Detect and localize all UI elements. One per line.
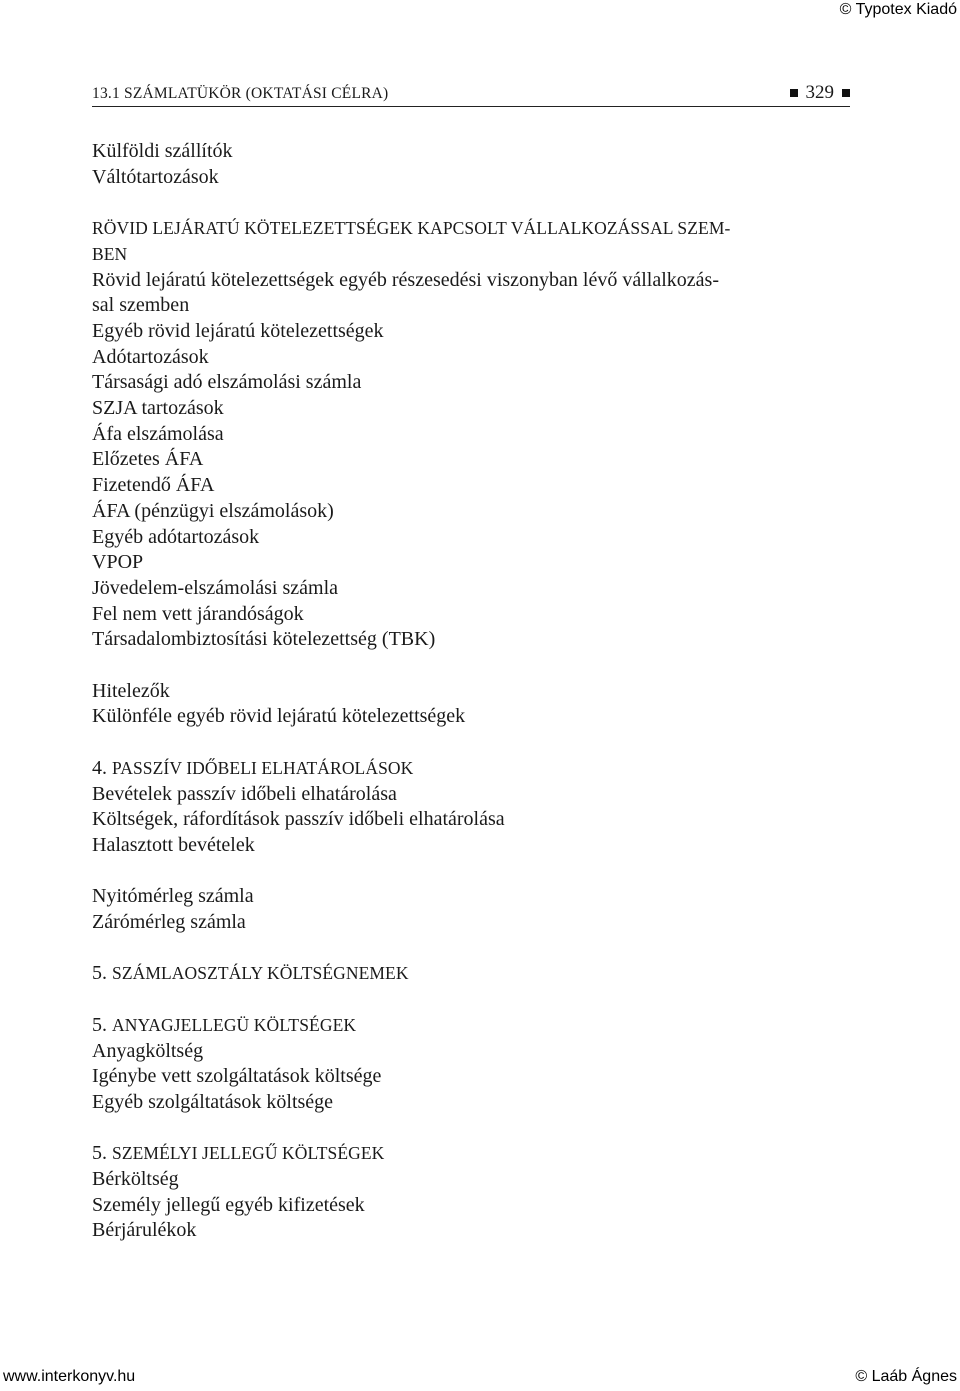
section-heading: RÖVID LEJÁRATÚ KÖTELEZETTSÉGEK KAPCSOLT VÁLLALKOZÁSSAL SZEM-	[92, 218, 731, 239]
account-line: Egyéb rövid lejáratú kötelezettségek	[92, 319, 384, 342]
account-line: Személy jellegű egyéb kifizetések	[92, 1193, 365, 1216]
section-heading	[92, 1141, 852, 1167]
copyright-watermark-top: © Typotex Kiadó	[839, 1, 957, 18]
account-line: VPOP	[92, 551, 144, 574]
account-line: Nyitómérleg számla	[92, 885, 254, 908]
section-heading-text: ANYAGJELLEGÜ KÖLTSÉGEK	[112, 1014, 357, 1035]
section-number: 5.	[92, 1013, 107, 1036]
page-header	[92, 80, 850, 107]
section-heading	[92, 961, 852, 987]
account-line: Rövid lejáratú kötelezettségek egyéb részesedési viszonyban lévő vállalkozás-	[92, 268, 719, 291]
page-number-group	[790, 82, 851, 104]
page-body	[92, 139, 852, 1244]
account-line: Fizetendő ÁFA	[92, 474, 215, 497]
account-line: ÁFA (pénzügyi elszámolások)	[92, 499, 334, 522]
account-line: Társadalombiztosítási kötelezettség (TBK)	[92, 628, 436, 651]
account-line: Társasági adó elszámolási számla	[92, 371, 362, 394]
account-line: Bérköltség	[92, 1168, 179, 1191]
account-line: Fel nem vett járandóságok	[92, 602, 304, 625]
account-line: sal szemben	[92, 294, 190, 317]
account-line: Bérjárulékok	[92, 1219, 197, 1242]
section-heading-text: SZEMÉLYI JELLEGŰ KÖLTSÉGEK	[112, 1143, 385, 1164]
page-number: 329	[805, 82, 834, 103]
account-line: Egyéb szolgáltatások költsége	[92, 1090, 334, 1113]
account-line: Egyéb adótartozások	[92, 525, 260, 548]
author-watermark-bottom-right: © Laáb Ágnes	[855, 1368, 957, 1385]
section-heading-text: PASSZÍV IDŐBELI ELHATÁROLÁSOK	[112, 757, 414, 778]
section-number: 5.	[92, 962, 107, 985]
section-heading	[92, 756, 852, 782]
section-heading-continuation: BEN	[92, 243, 128, 264]
site-watermark-bottom-left: www.interkonyv.hu	[3, 1368, 136, 1385]
running-title: 13.1 SZÁMLATÜKÖR (OKTATÁSI CÉLRA)	[92, 85, 389, 102]
account-line: Anyagköltség	[92, 1039, 204, 1062]
account-line: Váltótartozások	[92, 165, 219, 188]
section-number: 4.	[92, 756, 107, 779]
account-line: Igénybe vett szolgáltatások költsége	[92, 1065, 382, 1088]
account-line: Különféle egyéb rövid lejáratú kötelezettségek	[92, 705, 466, 728]
account-line: Adótartozások	[92, 345, 209, 368]
square-bullet-icon	[842, 89, 850, 97]
account-line: Jövedelem-elszámolási számla	[92, 576, 339, 599]
section-heading	[92, 1013, 852, 1039]
account-line: Zárómérleg számla	[92, 911, 246, 934]
account-line: Előzetes ÁFA	[92, 448, 204, 471]
account-line: SZJA tartozások	[92, 397, 224, 420]
account-line: Halasztott bevételek	[92, 833, 255, 856]
account-line: Külföldi szállítók	[92, 140, 233, 162]
account-line: Bevételek passzív időbeli elhatárolása	[92, 782, 397, 805]
square-bullet-icon	[790, 89, 798, 97]
account-line: Áfa elszámolása	[92, 422, 224, 445]
section-number: 5.	[92, 1142, 107, 1165]
account-line: Hitelezők	[92, 679, 170, 702]
account-line: Költségek, ráfordítások passzív időbeli elhatárolása	[92, 808, 505, 831]
section-heading-text: SZÁMLAOSZTÁLY KÖLTSÉGNEMEK	[112, 963, 409, 984]
